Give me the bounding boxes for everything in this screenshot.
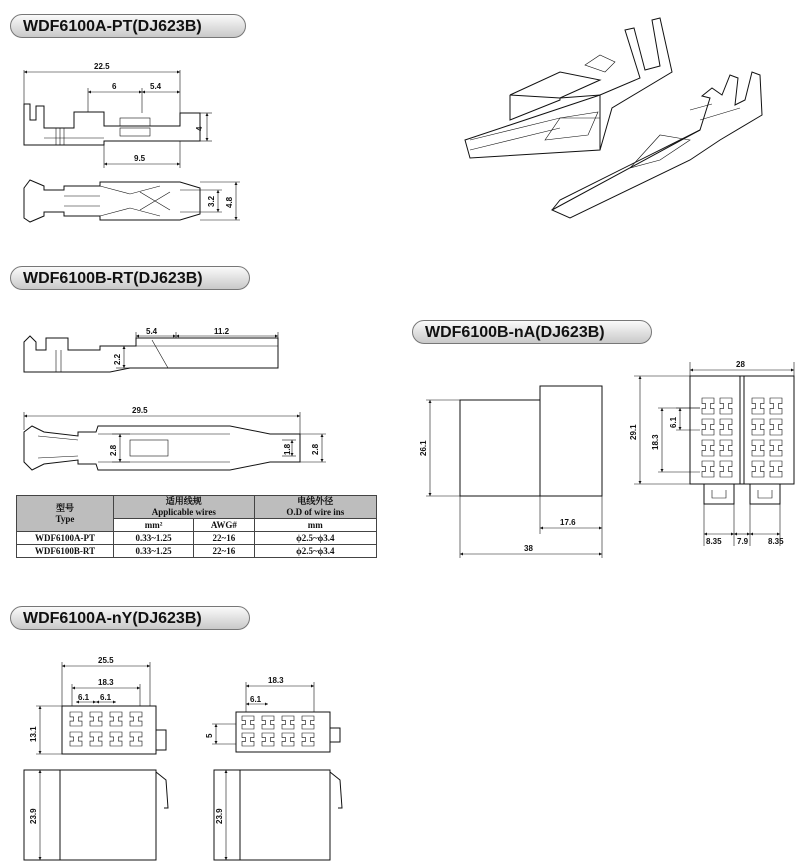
cavity-icon [720,398,732,414]
pt-side-dims [24,62,212,168]
na-dim-total: 28 [736,360,745,369]
cavity-icon [770,398,782,414]
cavity-icon [242,733,254,746]
pt-dim-d: 3.2 [207,195,216,207]
na-dim-h2: 29.1 [629,424,638,440]
ny2-dim-h: 5 [205,733,214,738]
table-row: WDF6100A-PT 0.33~1.25 22~16 ϕ2.5~ϕ3.4 [17,532,377,545]
pt-dim-a: 6 [112,82,117,91]
ny1-dim-p1: 6.1 [78,693,90,702]
ny1-dim-p2: 6.1 [100,693,112,702]
na-dim-r: 8.35 [768,537,784,546]
pt-dim-e: 4.8 [225,196,234,208]
rt-side-view [24,336,278,372]
rt-dim-c: 2.8 [109,444,118,456]
ny2-side-view [214,770,342,860]
rt-top-view [24,406,326,470]
cavity-icon [720,461,732,477]
cavity-icon [130,732,142,746]
rt-dim-e: 2.8 [311,443,320,455]
ny1-side-view [24,770,168,860]
cavity-icon [70,732,82,746]
section-title-pt: WDF6100A-PT(DJ623B) [10,14,246,38]
section-title-rt: WDF6100B-RT(DJ623B) [10,266,250,290]
na-dim-l: 8.35 [706,537,722,546]
col-od: 电线外径 O.D of wire ins [254,496,376,519]
pt-dim-b: 5.4 [150,82,162,91]
pt-dim-c: 9.5 [134,154,146,163]
table-row: WDF6100B-RT 0.33~1.25 22~16 ϕ2.5~ϕ3.4 [17,545,377,558]
cavity-icon [70,712,82,726]
na-dim-h1: 26.1 [419,440,428,456]
pt-side-view [24,104,200,145]
ny1-dim-a: 18.3 [98,678,114,687]
cavity-icon [752,440,764,456]
cavity-icon [282,716,294,729]
cavity-icon [130,712,142,726]
sub-mm: mm [254,519,376,532]
na-dim-a: 17.6 [560,518,576,527]
pt-dim-h: 4 [195,126,204,131]
na-dim-h3: 18.3 [651,434,660,450]
sub-mm2: mm² [114,519,194,532]
cavity-icon [752,461,764,477]
col-wires: 适用线规 Applicable wires [114,496,255,519]
terminal-isometric-2 [552,72,762,218]
rt-dim-h: 2.2 [113,353,122,365]
cavity-icon [752,398,764,414]
section-title-ny: WDF6100A-nY(DJ623B) [10,606,250,630]
cavity-icon [110,732,122,746]
pt-total-dim: 22.5 [94,62,110,71]
cavity-icon [702,440,714,456]
na-dim-w: 38 [524,544,533,553]
cavity-icon [702,398,714,414]
cavity-icon [752,419,764,435]
rt-dim-a: 5.4 [146,327,158,336]
cavity-icon [90,732,102,746]
cavity-icon [702,419,714,435]
terminal-isometric-1 [465,18,672,158]
cavity-icon [770,440,782,456]
cavity-icon [90,712,102,726]
ny2-front-view [205,676,340,752]
sub-awg: AWG# [194,519,254,532]
cavity-icon [262,733,274,746]
cavity-icon [770,419,782,435]
ny-cavities [70,712,314,746]
ny2-dim-p: 6.1 [250,695,262,704]
cavity-icon [262,716,274,729]
ny2-dim-a: 18.3 [268,676,284,685]
spec-table [16,495,377,558]
na-dim-p: 6.1 [669,416,678,428]
cavity-icon [242,716,254,729]
na-side-view [419,386,602,558]
rt-dim-b: 11.2 [214,327,230,336]
rt-total-dim: 29.5 [132,406,148,415]
ny1-front-view [29,656,166,754]
na-dim-m: 7.9 [737,537,749,546]
rt-dim-d: 1.8 [283,443,292,455]
ny1-dim-hb: 23.9 [29,808,38,824]
cavity-icon [702,461,714,477]
rt-side-dims [113,327,278,368]
cavity-icon [302,733,314,746]
cavity-icon [720,419,732,435]
cavity-icon [720,440,732,456]
cavity-icon [110,712,122,726]
pt-top-view [24,180,240,222]
ny2-dim-hb: 23.9 [215,808,224,824]
cavity-icon [302,716,314,729]
ny1-dim-h: 13.1 [29,726,38,742]
cavity-icon [770,461,782,477]
cavity-icon [282,733,294,746]
section-title-na: WDF6100B-nA(DJ623B) [412,320,652,344]
na-cavities [702,398,782,477]
ny1-dim-w: 25.5 [98,656,114,665]
na-front-view [629,360,794,546]
col-type: 型号 Type [17,496,114,532]
